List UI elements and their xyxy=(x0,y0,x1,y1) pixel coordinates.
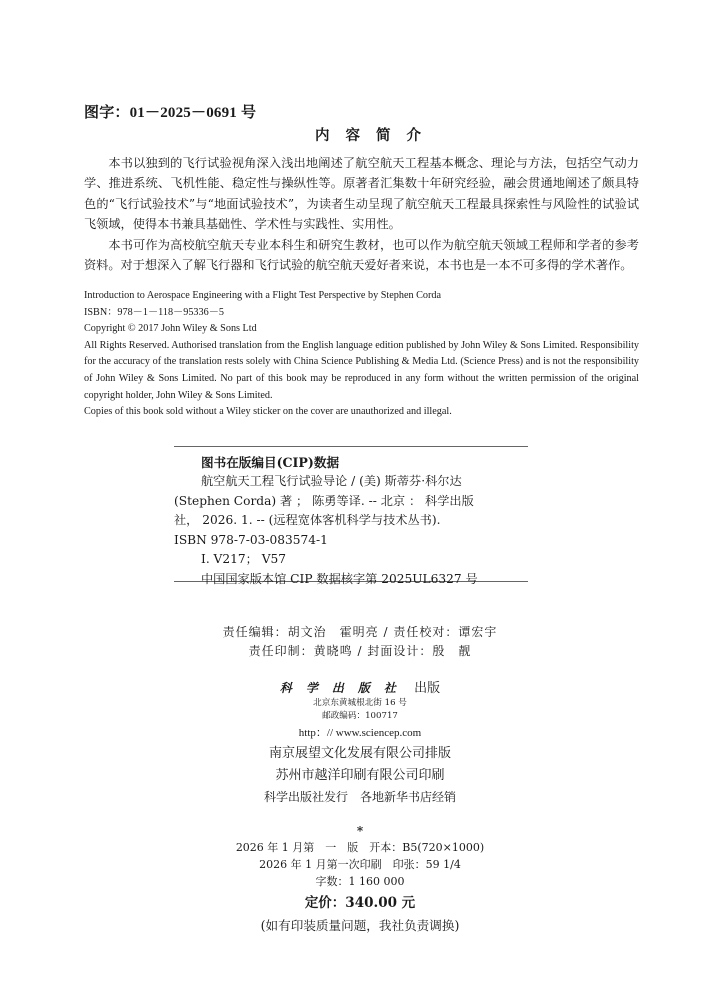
publisher-url: http：// www.sciencep.com xyxy=(298,727,422,739)
summary-paragraph: 本书以独到的飞行试验视角深入浅出地阐述了航空航天工程基本概念、理论与方法，包括空气动力学、推进系统、飞机性能、稳定性与操纵性等。原著者汇集数十年研究经验，融会贯通地阐述了颇具特色的“飞行试验技术”与“地面试验技术”，为读者生动呈现了航空航天工程最具探索性与风险性的试验试飞领域，使得本书兼具基础性、学术性与实践性、实用性。 xyxy=(84,156,639,232)
publisher-row xyxy=(0,680,720,697)
original-title: Introduction to Aerospace Engineering with a Flight Test Perspective by Stephen Corda xyxy=(84,290,441,301)
printing-info: 2026 年 1 月第一次印刷 印张：59 1/4 xyxy=(259,858,461,871)
price: 定价：340.00 元 xyxy=(304,895,416,911)
typesetter: 南京展望文化发展有限公司排版 xyxy=(268,746,451,761)
copyright-line: Copyright © 2017 John Wiley & Sons Ltd xyxy=(84,323,257,335)
publisher-address: 北京东黄城根北街 16 号 xyxy=(313,698,407,708)
sticker-notice: Copies of this book sold without a Wiley sticker on the cover are unauthorized and illegal. xyxy=(84,406,452,418)
printer: 苏州市越洋印刷有限公司印刷 xyxy=(275,768,445,783)
summary-heading: 内容简介 xyxy=(315,127,437,144)
publisher-suffix: 出版 xyxy=(414,681,441,696)
distribution: 科学出版社发行 各地新华书店经销 xyxy=(263,790,456,804)
word-count: 字数：1 160 000 xyxy=(315,875,405,888)
cip-data-block xyxy=(174,446,528,586)
credits-line: 责任印制：黄晓鸣 / 封面设计：殷 靓 xyxy=(248,644,472,658)
cip-line: ISBN 978-7-03-083574-1 xyxy=(174,532,328,547)
publisher-logo: 科学出版社 xyxy=(279,681,410,695)
cip-line: 中国国家版本馆 CIP 数据核字第 2025UL6327 号 xyxy=(201,571,478,586)
publisher-postcode: 邮政编码：100717 xyxy=(322,711,398,721)
cip-line: 航空航天工程飞行试验导论 / (美) 斯蒂芬·科尔达 xyxy=(201,474,462,488)
cip-title: 图书在版编目(CIP)数据 xyxy=(201,455,340,470)
rights-statement: All Rights Reserved. Authorised translation from the English language edition published by John Wiley & Sons Limited. Responsibility for the accuracy of the translation rests solely with China Science Publishing & Media Ltd. (Science Press) and is not the responsibility of John Wiley & Sons Limited. No part of this book may be reproduced in any form without the written permission of the original copyright holder, John Wiley & Sons Limited. xyxy=(84,339,639,401)
separator-star: * xyxy=(356,824,364,838)
original-isbn: ISBN：978－1－118－95336－5 xyxy=(84,306,224,318)
summary-paragraph: 本书可作为高校航空航天专业本科生和研究生教材，也可以作为航空航天领域工程师和学者的参考资料。对于想深入了解飞行器和飞行试验的航空航天爱好者来说，本书也是一本不可多得的学术著作。 xyxy=(84,237,639,273)
summary-body xyxy=(84,153,639,275)
cip-line: 社， 2026. 1. -- (远程宽体客机科学与技术丛书). xyxy=(174,513,441,527)
credits-line: 责任编辑：胡文治 霍明亮 / 责任校对：谭宏宇 xyxy=(222,625,498,639)
edition-info: 2026 年 1 月第 一 版 开本：B5(720×1000) xyxy=(235,841,485,854)
quality-notice: (如有印装质量问题，我社负责调换) xyxy=(260,918,460,933)
cip-line: (Stephen Corda) 著 ； 陈勇等译. -- 北京 ： 科学出版 xyxy=(174,493,474,508)
editorial-credits xyxy=(0,623,720,661)
imprint-block xyxy=(0,680,720,936)
import-permit-number: 图字：01－2025－0691 号 xyxy=(84,105,257,121)
cip-line: Ⅰ. V217； V57 xyxy=(201,552,286,566)
copyright-block xyxy=(84,288,639,421)
